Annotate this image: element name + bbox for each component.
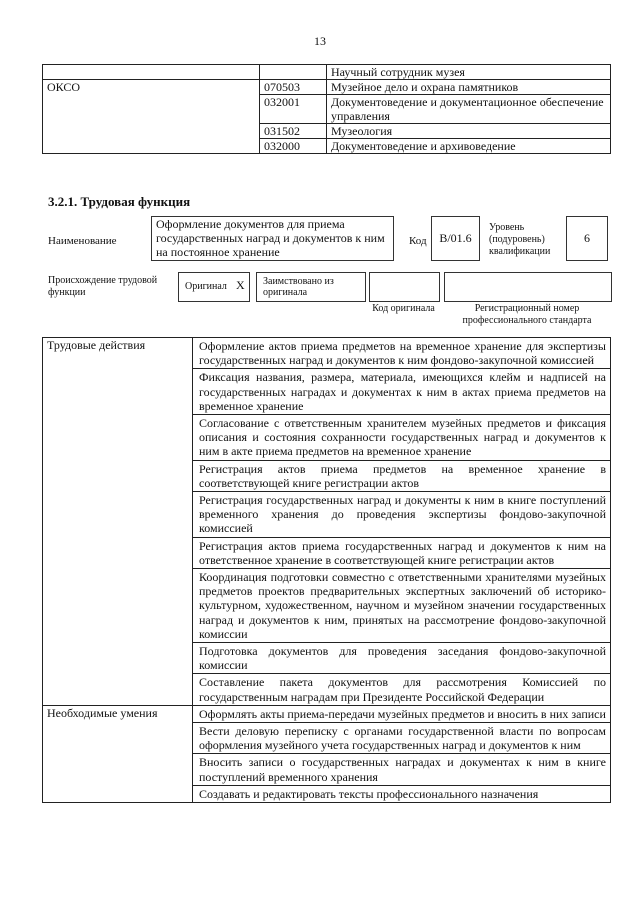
original-code-box	[369, 272, 440, 302]
function-name-box: Оформление документов для приема государственных наград и документов к ним на постоянное хранение	[151, 216, 394, 261]
okso-code: 031502	[260, 124, 327, 139]
reg-number-box	[444, 272, 612, 302]
page-number: 13	[314, 34, 326, 48]
okso-name: Документоведение и архивоведение	[327, 139, 611, 154]
reg-number-label: Регистрационный номер профессионального стандарта	[462, 303, 592, 326]
origin-box	[178, 272, 250, 302]
okso-table	[42, 64, 611, 154]
okso-name: Музеология	[327, 124, 611, 139]
labor-action-item: Фиксация названия, размера, материала, имеющихся клейм и надписей на государственных наградах и документах к ним в актах приема предметов на временное хранение	[193, 369, 611, 415]
original-label: Оригинал	[185, 281, 227, 292]
okso-code: 032001	[260, 95, 327, 124]
code-label: Код	[409, 235, 427, 247]
level-label: Уровень (подуровень) квалификации	[489, 222, 551, 257]
okso-name: Музейное дело и охрана памятников	[327, 80, 611, 95]
okso-label: ОКСО	[43, 80, 260, 154]
skill-item: Вести деловую переписку с органами государственной власти по вопросам оформления музейного учета государственных наград и документов к ним	[193, 723, 611, 754]
section-title: 3.2.1. Трудовая функция	[48, 194, 191, 209]
origin-label: Происхождение трудовой функции	[48, 275, 158, 298]
labor-action-item: Подготовка документов для проведения заседания фондово-закупочной комиссии	[193, 643, 611, 674]
okso-code: 070503	[260, 80, 327, 95]
function-table	[42, 337, 611, 803]
skill-item: Создавать и редактировать тексты профессионального назначения	[193, 785, 611, 802]
okso-code: 032000	[260, 139, 327, 154]
borrowed-box	[256, 272, 366, 302]
skill-item: Вносить записи о государственных наградах и документах к ним в книге поступлений временного хранения	[193, 754, 611, 785]
original-mark: X	[236, 278, 245, 292]
okso-cell-empty	[43, 65, 260, 80]
required-skills-label: Необходимые умения	[43, 705, 193, 802]
labor-action-item: Оформление актов приема предметов на временное хранение для экспертизы государственных наград и документов к ним фондово-закупочной комиссией	[193, 338, 611, 369]
labor-actions-label: Трудовые действия	[43, 338, 193, 706]
skill-item: Оформлять акты приема-передачи музейных предметов и вносить в них записи	[193, 705, 611, 722]
labor-action-item: Регистрация актов приема государственных наград и документов к ним на ответственное хранение в соответствующей книге регистрации актов	[193, 537, 611, 568]
labor-action-item: Регистрация государственных наград и документы к ним в книге поступлений временного хранения до проведения экспертизы фондово-закупочной комиссией	[193, 492, 611, 538]
level-box: 6	[566, 216, 608, 261]
okso-name-cell: Научный сотрудник музея	[327, 65, 611, 80]
table-row	[43, 338, 611, 369]
borrowed-label: Заимствовано из оригинала	[263, 276, 334, 298]
labor-action-item: Координация подготовки совместно с ответственными хранителями музейных предметов проектов предварительных экспертных заключений об историко-культурном, художественном, научном и музейном значении государственных наград и документов к ним, принятых на рассмотрение фондово-закупочной комиссии	[193, 569, 611, 643]
okso-name: Документоведение и документационное обеспечение управления	[327, 95, 611, 124]
okso-code-cell-empty	[260, 65, 327, 80]
table-row	[43, 705, 611, 722]
table-row	[43, 65, 611, 80]
labor-action-item: Составление пакета документов для рассмотрения Комиссией по государственным наградам при Президенте Российской Федерации	[193, 674, 611, 705]
labor-action-item: Согласование с ответственным хранителем музейных предметов и фиксация описания и состояния сохранности государственных наград и документов к ним в акте приема предметов на временное хранение	[193, 415, 611, 461]
name-label: Наименование	[48, 235, 117, 247]
function-code-box: B/01.6	[431, 216, 480, 261]
labor-action-item: Регистрация актов приема предметов на временное хранение в соответствующей книге регистрации актов	[193, 460, 611, 491]
table-row	[43, 80, 611, 95]
code-original-label: Код оригинала	[372, 303, 435, 314]
